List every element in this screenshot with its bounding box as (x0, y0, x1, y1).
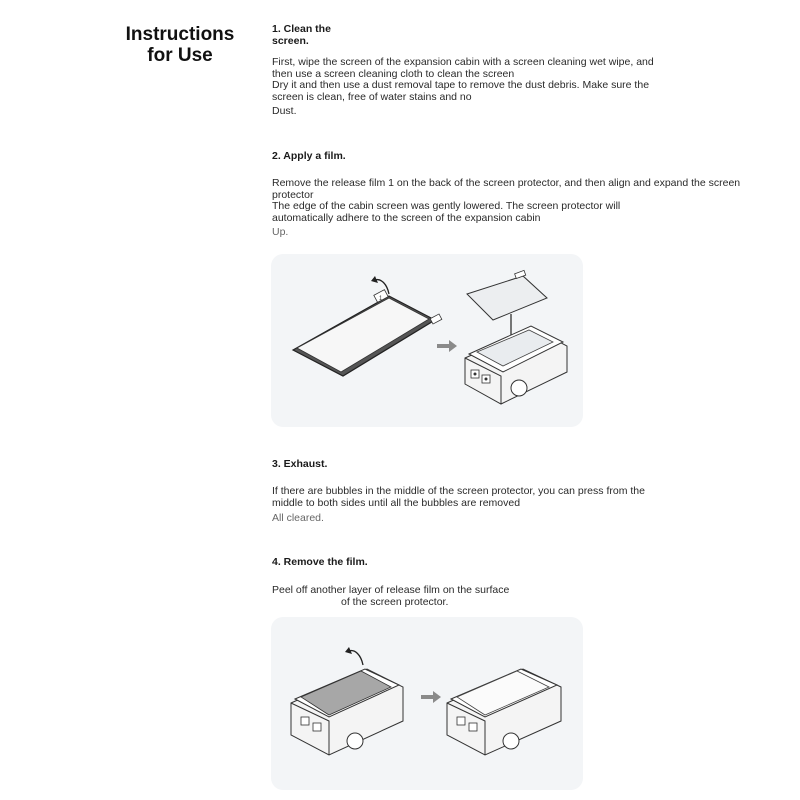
step2-body-line4: automatically adhere to the screen of the expansion cabin (272, 211, 541, 224)
step2-body-tail: Up. (272, 226, 289, 238)
step1-body-line4: screen is clean, free of water stains and no (272, 90, 472, 103)
lens-port (511, 380, 527, 396)
tab-number: 1 (379, 296, 383, 302)
right-arrow-icon (421, 691, 441, 703)
step2-title: 2. Apply a film. (272, 150, 346, 162)
apply-film-diagram (271, 254, 583, 427)
page-title (118, 24, 242, 66)
step3-body-line1: If there are bubbles in the middle of the screen protector, you can press from the (272, 485, 645, 497)
step2-body-line1: Remove the release film 1 on the back of the screen protector, and then align and expand the screen (272, 177, 741, 189)
page-title-line1: Instructions (125, 24, 235, 45)
step3-body-tail: All cleared. (272, 512, 324, 524)
step4-illustration (271, 617, 583, 790)
step3-body (272, 486, 645, 509)
left-button-b (313, 723, 321, 731)
page-title-line2: for Use (147, 45, 213, 66)
right-button-a (457, 717, 465, 725)
film-tab (430, 314, 442, 324)
step1-body-line3: Dry it and then use a dust removal tape to remove the dust debris. Make sure the (272, 79, 650, 91)
step3-title: 3. Exhaust. (272, 458, 328, 470)
step4-title: 4. Remove the film. (272, 556, 368, 568)
step2-body-line3: The edge of the cabin screen was gently lowered. The screen protector will (272, 200, 621, 212)
step4-body (272, 585, 530, 608)
step1-body-line2: then use a screen cleaning cloth to clean the screen (272, 67, 515, 80)
step1-title (272, 24, 331, 47)
right-lens (503, 733, 519, 749)
right-button-b (469, 723, 477, 731)
step2-illustration (271, 254, 583, 427)
step4-body-line1: Peel off another layer of release film on the surface (272, 584, 510, 596)
floating-protector (467, 276, 547, 320)
step1-title-line2: screen. (272, 34, 309, 47)
step4-body-line2: of the screen protector. (341, 595, 449, 608)
left-button-a (301, 717, 309, 725)
right-arrow-icon (437, 340, 457, 352)
remove-film-diagram (271, 617, 583, 790)
step1-body-tail: Dust. (272, 105, 297, 117)
step2-body (272, 178, 740, 224)
step2-body-line2: protector (272, 188, 314, 201)
step1-body (272, 57, 654, 103)
step1-body-line1: First, wipe the screen of the expansion cabin with a screen cleaning wet wipe, and (272, 56, 654, 68)
step1-title-line1: 1. Clean the (272, 23, 331, 35)
step3-body-line2: middle to both sides until all the bubbles are removed (272, 496, 521, 509)
left-lens (347, 733, 363, 749)
